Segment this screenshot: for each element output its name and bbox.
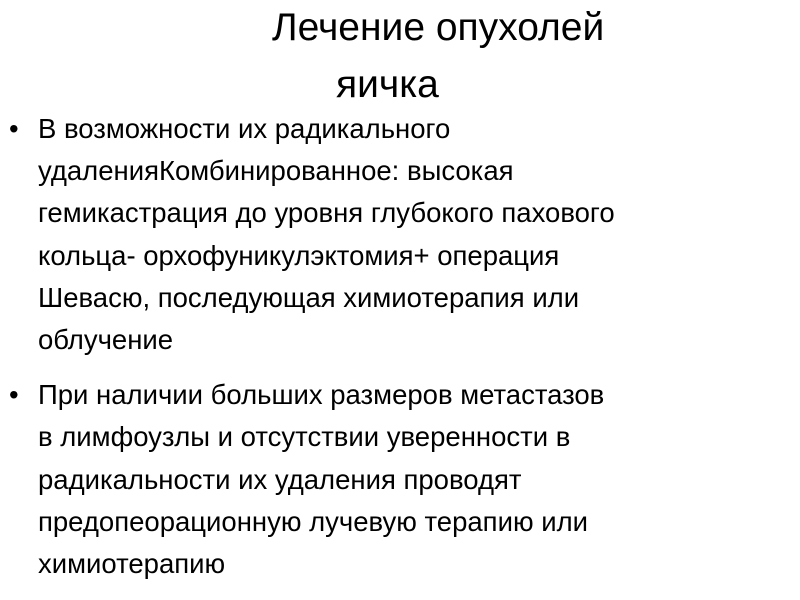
bullet-marker: •	[9, 113, 19, 144]
bullet-2-line-2: в лимфоузлы и отсутствии уверенности в	[38, 421, 571, 453]
slide-title-line-2: яичка	[336, 63, 439, 106]
bullet-2-line-4: предопеорационную лучевую терапию или	[38, 505, 588, 537]
slide-title-line-1: Лечение опухолей	[272, 6, 605, 49]
bullet-item-1	[0, 108, 790, 361]
bullet-1-line-3: гемикастрация до уровня глубокого пахового	[38, 197, 615, 229]
bullet-1-line-6: облучение	[38, 324, 174, 356]
bullet-item-2	[0, 374, 790, 585]
bullet-list	[0, 108, 800, 585]
bullet-2-line-5: химиотерапию	[38, 548, 226, 580]
bullet-2-line-1: При наличии больших размеров метастазов	[38, 379, 605, 411]
bullet-marker: •	[9, 379, 19, 411]
bullet-1-line-1: В возможности их радикального	[38, 113, 451, 144]
bullet-2-line-3: радикальности их удаления проводят	[38, 463, 522, 495]
bullet-1-line-4: кольца- орхофуникулэктомия+ операция	[38, 239, 560, 271]
bullet-1-line-2: удаленияКомбинированное: высокая	[38, 155, 514, 187]
bullet-1-line-5: Шевасю, последующая химиотерапия или	[38, 281, 580, 313]
